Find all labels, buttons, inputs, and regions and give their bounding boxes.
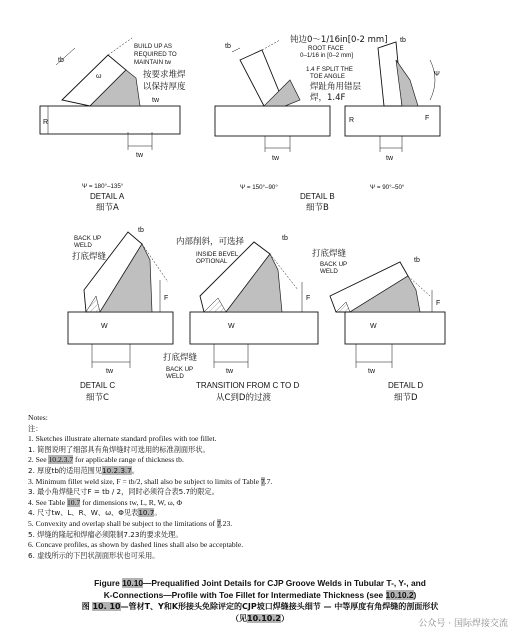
transition-bevel-2: OPTIONAL [196,258,228,265]
detail-b-range-right: Ψ = 90°–50° [370,184,405,191]
note-4: 4. See Table 10.7 for dimensions tw, L, R, W, ω, Φ [28,497,183,507]
detail-c-f-label: F [164,295,169,302]
detail-c-title-cn: 细节C [86,393,109,403]
note-4-ref-link[interactable]: 10.7 [66,497,81,507]
note-2-cn: 2. 厚度tb的适用范围见10.2.3.7。 [28,465,139,475]
transition-bevel-cn: 内部削斜，可选择 [176,237,245,247]
detail-a [40,38,186,213]
detail-a-r-label: R [43,119,49,126]
transition-backup-2: WELD [166,373,184,380]
detail-b-range-left: Ψ = 150°–90° [240,184,278,191]
note-3-ref-link[interactable]: 7 [260,476,265,486]
notes-heading-cn: 注： [28,423,43,433]
detail-b-split-cn-1: 焊趾角用错层 [310,82,362,92]
detail-c-w-label: W [101,323,108,330]
detail-a-omega-label: ω [96,73,102,80]
caption-line-cn: 图 10. 10—管材T、Y和K形接头免除评定的CJP坡口焊缝接头细节 — 中等厚度有角焊缝的剖面形状 [81,602,439,611]
detail-b-r-label: R [349,117,355,124]
detail-b-tw-right: tw [386,155,393,162]
caption-cn-section-ref-link[interactable]: 10.10.2 [247,613,281,623]
detail-c [68,227,173,403]
detail-b-rootface-cn: 钝边0～1/16in[0-2 mm] [290,35,388,45]
caption-fig-ref-link[interactable]: 10.10 [122,578,144,588]
detail-b [215,34,440,213]
note-6-cn: 6. 虚线所示的下凹状剖面形状也可采用。 [28,550,160,560]
transition-w-label: W [228,323,235,330]
detail-d-tb-label: tb [414,257,420,264]
detail-b-tb-left: tb [225,43,231,50]
detail-d-backup-cn: 打底焊缝 [312,249,347,259]
detail-a-title-cn: 细节A [96,203,119,213]
detail-b-f-label: F [425,115,430,122]
note-5-cn: 5. 焊缝的隆起和焊瘤必须限制7.23的要求处理。 [28,529,183,539]
detail-b-tb-right: tb [400,37,406,44]
transition-tw-label: tw [226,368,233,375]
detail-b-rootface-en-1: ROOT FACE [308,45,344,52]
note-2-ref-link[interactable]: 10.2.3.7 [48,455,74,465]
caption-cn-fig-ref-link[interactable]: 10. 10 [92,602,121,611]
transition-tb-label: tb [282,235,288,242]
notes-heading: Notes: [28,413,48,422]
detail-d-title: DETAIL D [388,381,424,390]
detail-d-title-cn: 细节D [394,393,418,403]
note-5-ref-link[interactable]: 7 [216,518,221,528]
caption-line-cn-2: （见10.10.2） [231,613,289,623]
note-6: 6. Concave profiles, as shown by dashed lines shall also be acceptable. [28,540,244,550]
detail-a-callout-2: REQUIRED TO [134,51,177,58]
detail-b-rootface-en-2: 0–1/16 in [0–2 mm] [300,52,353,59]
detail-d [312,248,445,403]
transition-title-cn: 从C到D的过渡 [216,393,271,403]
detail-a-title: DETAIL A [90,192,125,201]
detail-a-tw-label: tw [136,152,143,159]
detail-c-backup-1: BACK UP [74,235,102,242]
transition-title: TRANSITION FROM C TO D [196,381,300,390]
note-3: 3. Minimum fillet weld size, F = tb/2, shall also be subject to limits of Table 7.7. [28,476,273,486]
detail-c-backup-2: WELD [74,242,92,249]
notes-section [28,413,498,561]
detail-d-backup-2: WELD [320,268,338,275]
caption-line-2: K-Connections—Profile with Toe Fillet for Intermediate Thickness (see 10.10.2) [103,589,417,600]
caption-section-ref-link[interactable]: 10.10.2 [385,589,414,600]
transition-f-label: F [306,295,311,302]
detail-c-tb-label: tb [138,227,144,234]
detail-c-tw-label: tw [106,368,113,375]
detail-b-split-1: 1.4 F SPLIT THE [306,66,353,73]
detail-a-callout-cn-1: 按要求堆焊 [143,70,186,80]
detail-c-backup-cn: 打底焊缝 [72,252,107,262]
watermark: 公众号 · 国际焊接交流 [418,619,508,629]
transition-backup-cn: 打底焊缝 [163,353,198,363]
detail-b-title: DETAIL B [300,192,335,201]
detail-d-tw-label: tw [368,368,375,375]
detail-a-tb-label: tb [58,57,64,64]
note-2: 2. See 10.2.3.7 for applicable range of thickness tb. [28,455,184,465]
note-1: 1. Sketches illustrate alternate standard profiles with toe fillet. [28,434,217,444]
detail-b-split-cn-2: 焊，1.4F [310,93,346,103]
note-5: 5. Convexity and overlap shall be subject to the limitations of 7.23. [28,518,233,528]
detail-b-tw-left: tw [272,155,279,162]
note-1-cn: 1. 简图说明了细部具有角焊缝时可选用的标准剖面形状。 [28,444,210,454]
detail-d-backup-1: BACK UP [320,261,348,268]
caption-line-1: Figure 10.10—Prequalified Joint Details for CJP Groove Welds in Tubular T-, Y-, and [94,578,426,588]
detail-b-title-cn: 细节B [306,203,329,213]
detail-c-title: DETAIL C [80,381,116,390]
transition-backup-1: BACK UP [166,366,194,373]
detail-b-split-2: TOE ANGLE [310,73,345,80]
note-2-cn-ref-link[interactable]: 10.2.3.7 [102,465,132,475]
detail-a-callout-1: BUILD UP AS [134,43,173,50]
note-4-cn-ref-link[interactable]: 10.7 [138,508,155,518]
detail-a-callout-cn-2: 以保持厚度 [143,82,186,92]
detail-b-psi-label: Ψ [434,71,440,78]
detail-a-tw-side-label: tw [152,97,159,104]
detail-transition [163,235,318,403]
note-4-cn: 4. 尺寸tw、L、R、W、ω、Φ见表10.7。 [28,508,162,518]
transition-bevel-1: INSIDE BEVEL [196,251,239,258]
note-3-cn: 3. 最小角焊缝尺寸F = tb / 2，同时必须符合表5.7的限定。 [28,487,219,497]
detail-d-f-label: F [436,300,441,307]
detail-a-callout-3: MAINTAIN tw [134,59,172,66]
detail-d-w-label: W [370,323,377,330]
detail-a-range: Ψ = 180°–135° [82,183,124,190]
